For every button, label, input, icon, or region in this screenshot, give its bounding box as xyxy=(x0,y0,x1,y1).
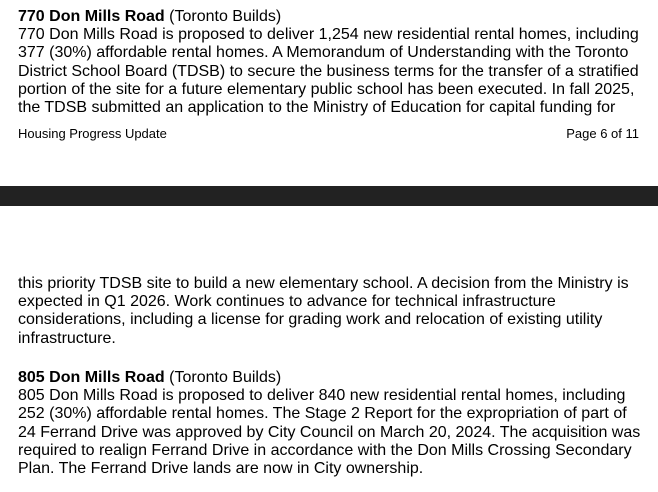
section-770-line: District School Board (TDSB) to secure the business terms for the transfer of a stratified xyxy=(18,62,639,80)
section-805-line: 24 Ferrand Drive was approved by City Council on March 20, 2024. The acquisition was xyxy=(18,423,641,441)
continuation-line: considerations, including a license for grading work and relocation of existing utility xyxy=(18,311,603,329)
footer-document-title: Housing Progress Update xyxy=(18,126,167,141)
section-805-don-mills xyxy=(18,369,648,478)
document-page-6 xyxy=(0,0,658,186)
continuation-line: this priority TDSB site to build a new elementary school. A decision from the Ministry is xyxy=(18,275,629,292)
section-805-line: 805 Don Mills Road is proposed to deliver 840 new residential rental homes, including xyxy=(18,387,626,405)
section-805-line: 252 (30%) affordable rental homes. The Stage 2 Report for the expropriation of part of xyxy=(18,405,627,423)
document-page-7 xyxy=(0,206,658,492)
section-770-don-mills xyxy=(18,8,648,117)
section-770-line: the TDSB submitted an application to the Ministry of Education for capital funding for xyxy=(18,99,616,117)
section-805-tag: (Toronto Builds) xyxy=(164,369,282,386)
section-770-continuation xyxy=(18,275,648,348)
page-separator xyxy=(0,186,658,206)
section-805-heading: 805 Don Mills Road xyxy=(18,369,165,386)
section-805-heading-line xyxy=(18,369,648,387)
section-770-heading-line xyxy=(18,8,648,26)
section-770-tag: (Toronto Builds) xyxy=(164,8,282,25)
section-770-line: 770 Don Mills Road is proposed to deliver 1,254 new residential rental homes, including xyxy=(18,26,639,44)
continuation-line: infrastructure. xyxy=(18,329,116,347)
footer-page-number: Page 6 of 11 xyxy=(566,126,639,141)
section-805-line: required to realign Ferrand Drive in accordance with the Don Mills Crossing Secondary xyxy=(18,441,632,459)
section-770-heading: 770 Don Mills Road xyxy=(18,8,165,25)
section-805-line: Plan. The Ferrand Drive lands are now in City ownership. xyxy=(18,460,424,478)
section-770-line: portion of the site for a future elementary public school has been executed. In fall 2025, xyxy=(18,80,635,98)
section-770-line: 377 (30%) affordable rental homes. A Memorandum of Understanding with the Toronto xyxy=(18,44,629,62)
continuation-line: expected in Q1 2026. Work continues to advance for technical infrastructure xyxy=(18,293,556,311)
